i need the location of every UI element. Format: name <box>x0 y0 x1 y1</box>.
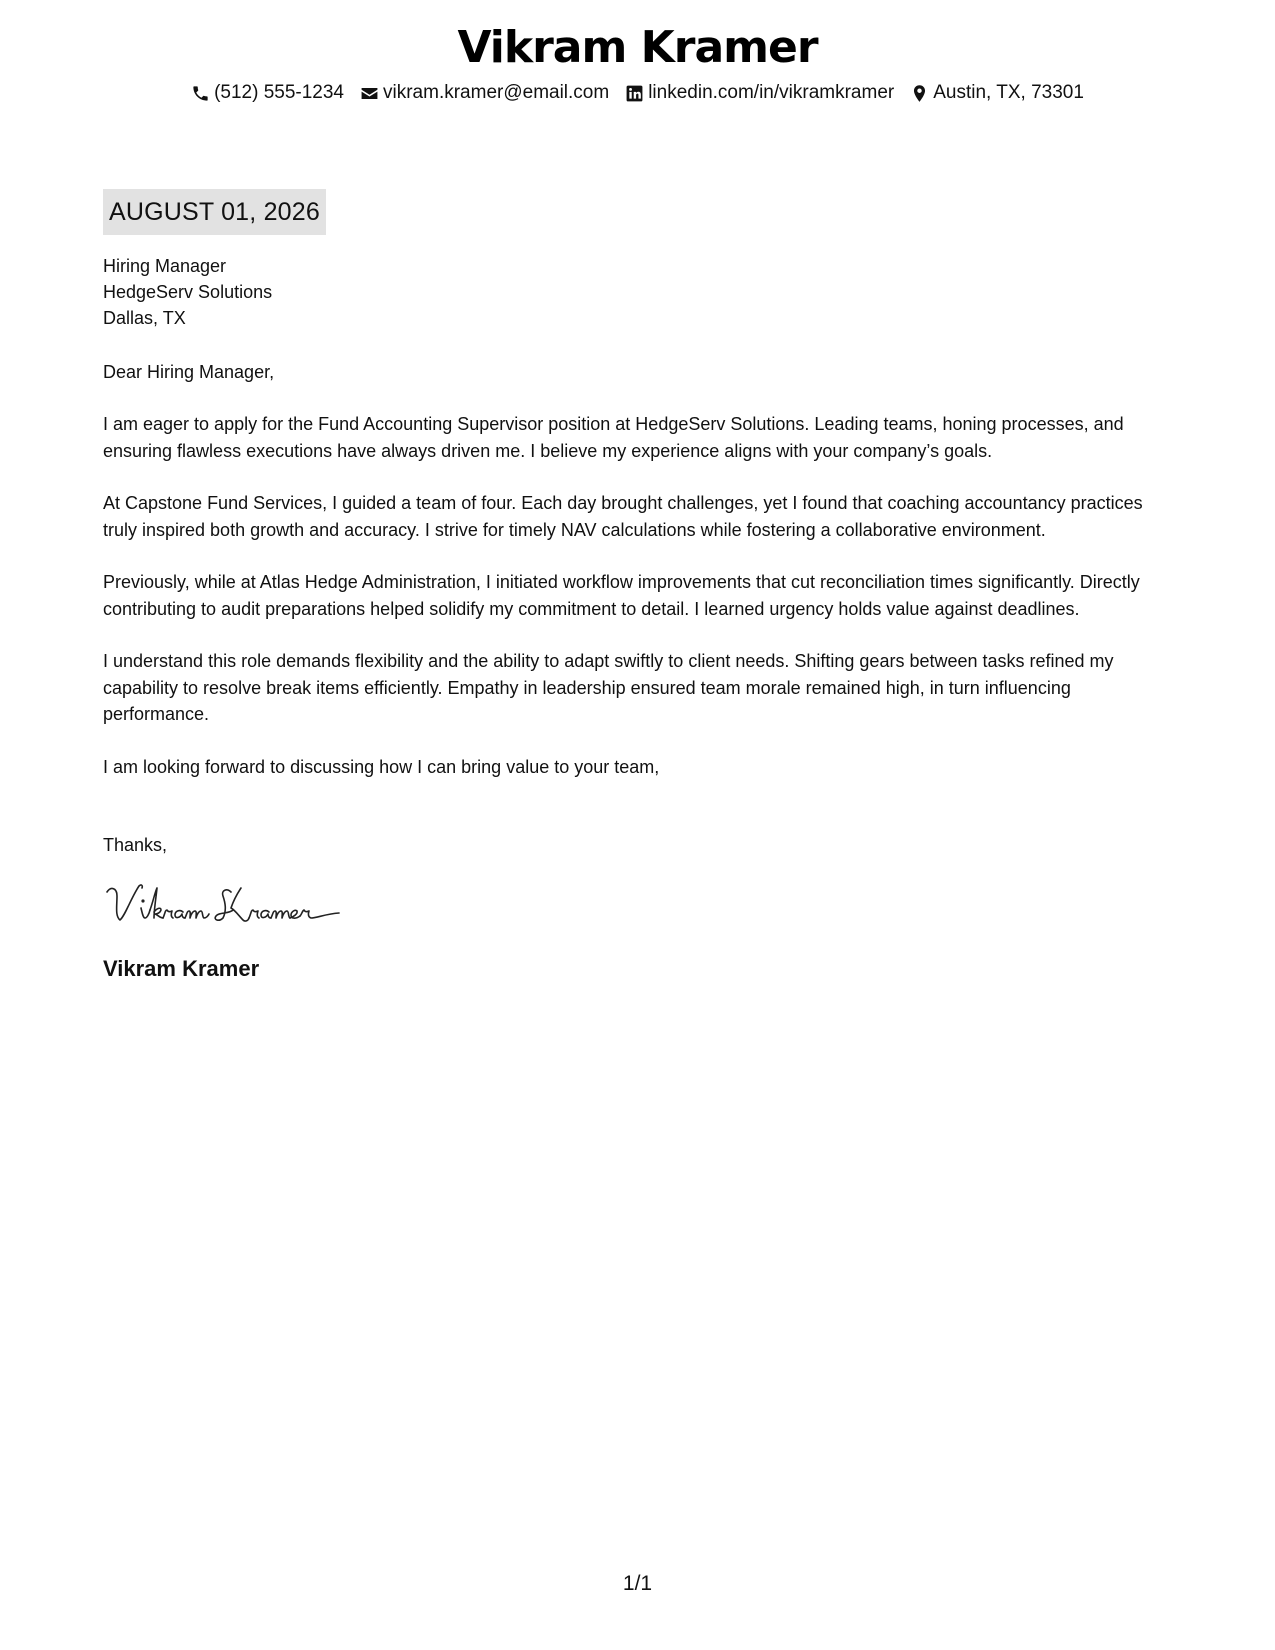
recipient-location: Dallas, TX <box>103 308 186 328</box>
contact-email <box>360 80 609 106</box>
contact-location <box>910 80 1084 106</box>
linkedin-icon <box>625 84 648 103</box>
recipient-company: HedgeServ Solutions <box>103 282 273 302</box>
handwritten-signature <box>103 876 363 934</box>
letter-body <box>103 189 1173 984</box>
page-number: 1/1 <box>622 1572 653 1595</box>
body-paragraph: At Capstone Fund Services, I guided a team of four. Each day brought challenges, yet I found that coaching accountancy practices truly inspired both growth and accuracy. I strive for timely NAV calculations while fostering a collaborative environment. <box>103 493 1143 540</box>
closing-line: I am looking forward to discussing how I can bring value to your team, <box>103 756 660 777</box>
author-name-title: Vikram Kramer <box>457 22 818 73</box>
recipient-block <box>103 253 1173 331</box>
map-pin-icon <box>910 84 933 103</box>
contact-phone <box>191 80 344 106</box>
letter-date: AUGUST 01, 2026 <box>103 189 326 235</box>
signature-name: Vikram Kramer <box>103 955 260 981</box>
linkedin-text[interactable]: linkedin.com/in/vikramkramer <box>648 82 895 103</box>
email-text[interactable]: vikram.kramer@email.com <box>383 82 610 103</box>
body-paragraph: Previously, while at Atlas Hedge Administration, I initiated workflow improvements that cut reconciliation times significantly. Directly contributing to audit preparations helped solidify my commitment to detail. I learned urgency holds value against deadlines. <box>103 572 1140 619</box>
recipient-title: Hiring Manager <box>103 256 227 276</box>
signoff: Thanks, <box>103 834 168 855</box>
letter-header <box>0 20 1275 106</box>
phone-icon <box>191 84 214 103</box>
contact-info-row <box>0 80 1275 106</box>
envelope-icon <box>360 84 383 103</box>
phone-text[interactable]: (512) 555-1234 <box>214 82 344 103</box>
greeting: Dear Hiring Manager, <box>103 362 275 382</box>
contact-linkedin <box>625 80 894 106</box>
body-paragraph: I understand this role demands flexibility and the ability to adapt swiftly to client needs. Shifting gears between tasks refined my capability to resolve break items efficiently. Empathy in leadership ensured team morale remained high, in turn influencing performance. <box>103 651 1114 724</box>
body-paragraph: I am eager to apply for the Fund Accounting Supervisor position at HedgeServ Solutions. Leading teams, honing processes, and ensuring flawless executions have always driven me. I believe my experience aligns with your company’s goals. <box>103 414 1124 461</box>
location-text: Austin, TX, 73301 <box>933 82 1084 103</box>
